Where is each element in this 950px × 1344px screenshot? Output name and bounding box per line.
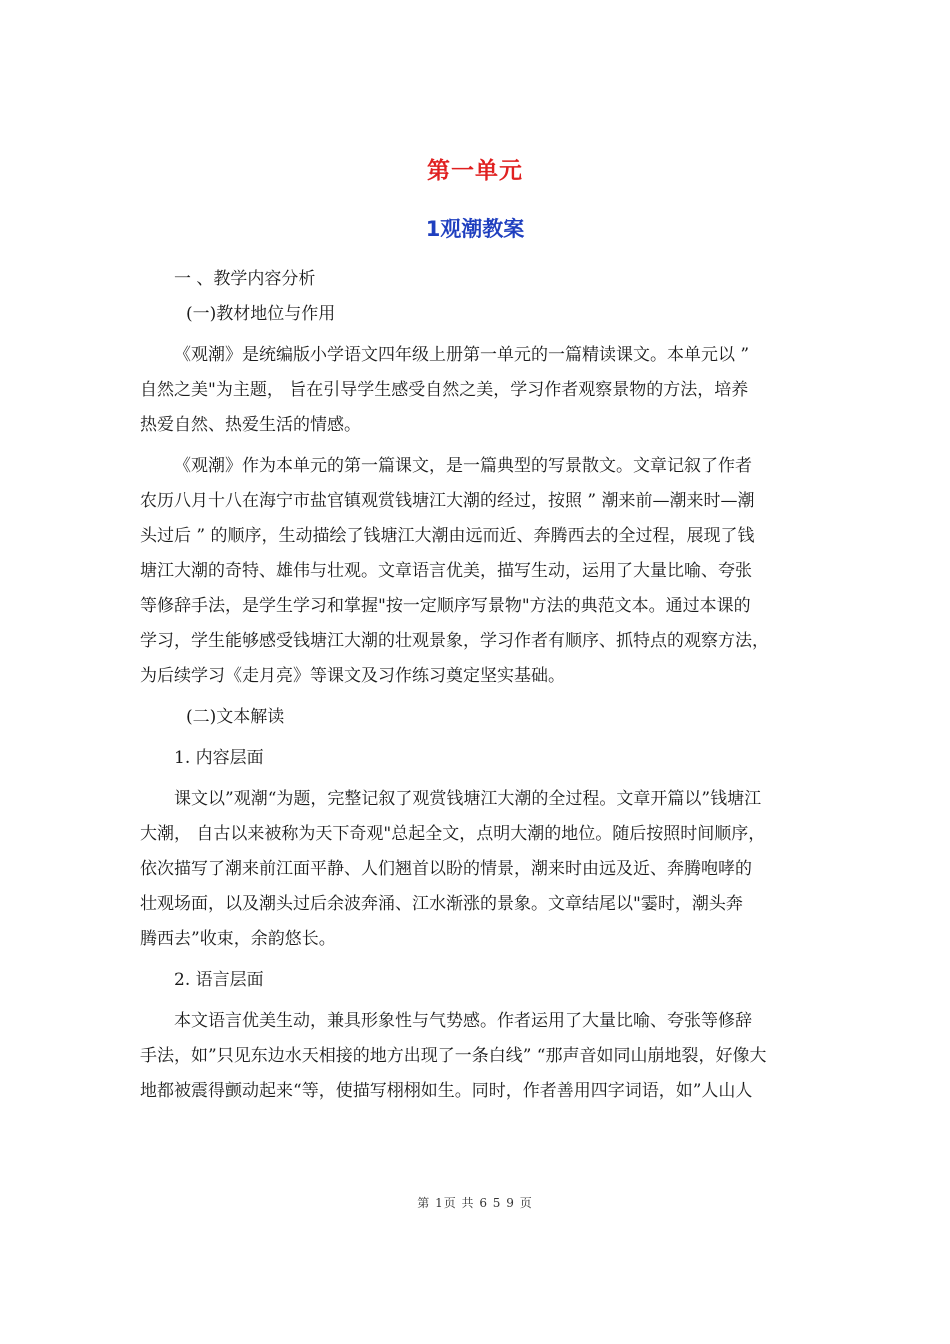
paragraph-line: 《观潮》作为本单元的第一篇课文，是一篇典型的写景散文。文章记叙了作者	[174, 456, 752, 476]
paragraph-line: 腾西去”收束，余韵悠长。	[140, 929, 336, 949]
item-heading: 1. 内容层面	[174, 748, 264, 768]
paragraph-line: 为后续学习《走月亮》等课文及习作练习奠定坚实基础。	[140, 666, 565, 686]
paragraph-line: 大潮， 自古以来被称为天下奇观"总起全文，点明大潮的地位。随后按照时间顺序，	[140, 824, 766, 844]
page-footer: 第 1页 共 6 5 9 页	[417, 1196, 533, 1210]
paragraph-line: 自然之美"为主题， 旨在引导学生感受自然之美，学习作者观察景物的方法，培养	[140, 380, 749, 400]
paragraph-line: 学习，学生能够感受钱塘江大潮的壮观景象，学习作者有顺序、抓特点的观察方法，	[140, 631, 769, 651]
subsection-heading: (一)教材地位与作用	[186, 304, 336, 324]
paragraph-line: 《观潮》是统编版小学语文四年级上册第一单元的一篇精读课文。本单元以 ”	[174, 345, 750, 365]
unit-title: 第一单元	[427, 158, 523, 184]
paragraph	[140, 449, 820, 694]
paragraph-line: 依次描写了潮来前江面平静、人们翘首以盼的情景，潮来时由远及近、奔腾咆哮的	[140, 859, 752, 879]
lesson-title: 1观潮教案	[425, 217, 525, 241]
item-heading: 2. 语言层面	[174, 970, 264, 990]
paragraph-line: 壮观场面，以及潮头过后余波奔涌、江水渐涨的景象。文章结尾以"霎时，潮头奔	[140, 894, 743, 914]
paragraph-line: 头过后 ” 的顺序，生动描绘了钱塘江大潮由远而近、奔腾西去的全过程，展现了钱	[140, 526, 755, 546]
paragraph	[140, 1004, 820, 1109]
paragraph-line: 等修辞手法，是学生学习和掌握"按一定顺序写景物"方法的典范文本。通过本课的	[140, 596, 751, 616]
paragraph-line: 本文语言优美生动，兼具形象性与气势感。作者运用了大量比喻、夸张等修辞	[174, 1011, 752, 1031]
paragraph	[140, 338, 820, 443]
paragraph-line: 课文以”观潮“为题，完整记叙了观赏钱塘江大潮的全过程。文章开篇以”钱塘江	[174, 789, 762, 809]
paragraph-line: 地都被震得颤动起来“等，使描写栩栩如生。同时，作者善用四字词语，如”人山人	[140, 1081, 753, 1101]
paragraph	[140, 782, 820, 957]
paragraph-line: 手法，如”只见东边水天相接的地方出现了一条白线” “那声音如同山崩地裂，好像大	[140, 1046, 767, 1066]
paragraph-line: 农历八月十八在海宁市盐官镇观赏钱塘江大潮的经过，按照 ” 潮来前—潮来时—潮	[140, 491, 755, 511]
paragraph-line: 塘江大潮的奇特、雄伟与壮观。文章语言优美，描写生动，运用了大量比喻、夸张	[140, 561, 752, 581]
section-heading: 一 、教学内容分析	[174, 269, 316, 289]
paragraph-line: 热爱自然、热爱生活的情感。	[140, 415, 361, 435]
subsection-heading: (二)文本解读	[186, 707, 285, 727]
document-body	[140, 262, 820, 1109]
